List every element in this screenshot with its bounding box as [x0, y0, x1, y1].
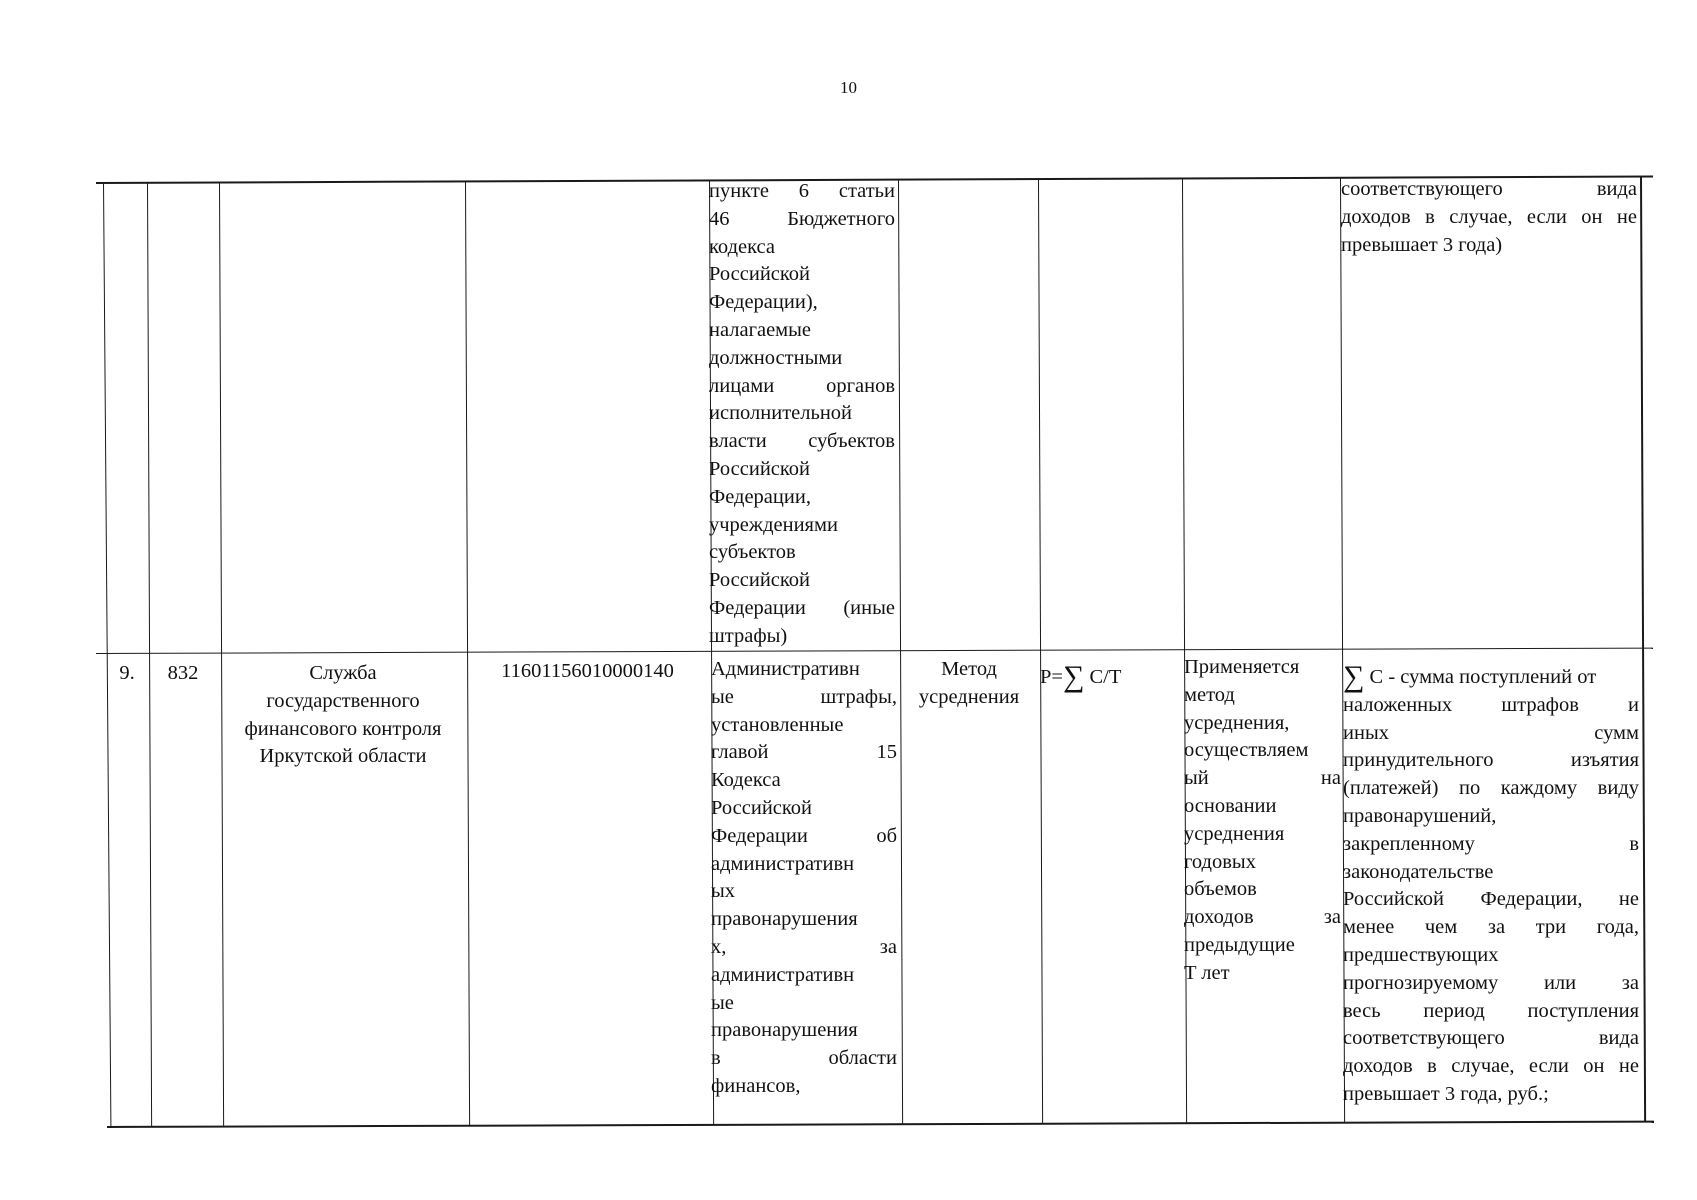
text-line: Российской	[709, 457, 811, 480]
formula-suffix: C/T	[1084, 666, 1122, 688]
text-line: Федерации (иные	[709, 596, 895, 619]
text-line: усреднения	[1184, 822, 1285, 845]
formula-cell	[1040, 660, 1182, 693]
text-line: Применяется	[1184, 656, 1300, 678]
text-line: Российской	[709, 569, 811, 592]
text-line: T лет	[1184, 961, 1230, 984]
text-line: принудительного изъятия	[1343, 749, 1639, 772]
text-line: предыдущие	[1184, 933, 1295, 956]
text-line: ые штрафы,	[711, 685, 897, 708]
text-line: ый на	[1184, 767, 1341, 790]
text-line: (платежей) по каждому виду	[1343, 777, 1639, 800]
continuation-indicator-cell	[709, 178, 895, 651]
text-line: установленные	[711, 713, 844, 736]
col-border-6	[1038, 179, 1043, 1124]
text-line: Метод	[941, 658, 997, 680]
text-line: правонарушения	[711, 1019, 858, 1042]
text-line: Федерации,	[709, 485, 811, 508]
text-line: предшествующих	[1343, 943, 1499, 966]
text-line: Федерации об	[711, 824, 897, 847]
sigma-symbol: ∑	[1062, 660, 1085, 693]
text-line: ые	[711, 991, 734, 1014]
text-line: Административн	[711, 658, 860, 680]
text-line: наложенных штрафов и	[1343, 693, 1639, 716]
col-border-2	[219, 182, 224, 1127]
text-line: исполнительной	[709, 402, 853, 425]
text-line: субъектов	[709, 541, 796, 564]
algorithm-cell	[1184, 654, 1341, 988]
text-line: Российской	[709, 263, 811, 286]
text-line: основании	[1184, 794, 1277, 817]
text-line: главой 15	[711, 741, 897, 764]
text-line: налагаемые	[709, 318, 812, 341]
row-number-cell	[106, 660, 148, 688]
text-line: административн	[711, 852, 855, 875]
text-line: объемов	[1184, 878, 1257, 901]
text-line: соответствующего вида	[1343, 1027, 1639, 1050]
text-line: правонарушения	[711, 908, 858, 931]
text-line: 46 Бюджетного	[709, 207, 895, 230]
text-line: законодательстве	[1343, 860, 1494, 883]
col-border-1	[147, 182, 152, 1127]
text-line: административн	[711, 963, 855, 986]
text-line: ых	[711, 880, 736, 903]
continuation-description-cell	[1341, 176, 1637, 259]
formula-prefix: P=	[1040, 666, 1063, 688]
text-line: усреднения	[918, 685, 1020, 708]
text-line: Иркутской области	[259, 745, 427, 768]
admin-code-cell	[148, 660, 218, 688]
text-line: лицами органов	[709, 374, 895, 397]
text-line	[1343, 660, 1639, 693]
text-line: усреднения,	[1184, 711, 1290, 734]
text-line: в области	[711, 1047, 897, 1070]
text-line: государственного	[266, 689, 420, 712]
col-border-3	[465, 181, 470, 1126]
page-number: 10	[840, 78, 857, 97]
text-line: штрафы)	[709, 624, 788, 647]
indicator-name-cell	[711, 656, 897, 1101]
text-line: осуществляем	[1184, 739, 1309, 762]
text-line: Федерации),	[709, 291, 818, 314]
administrator-name-cell	[220, 660, 466, 771]
text-line: доходов за	[1184, 906, 1341, 929]
row-number: 9.	[119, 662, 135, 684]
text-fragment: C - сумма поступлений от	[1364, 666, 1597, 688]
text-line: годовых	[1184, 850, 1256, 873]
text-line: Российской Федерации, не	[1343, 888, 1639, 911]
text-line: метод	[1184, 683, 1235, 706]
text-line: должностными	[709, 346, 843, 369]
text-line: правонарушений,	[1343, 804, 1497, 827]
text-line: доходов в случае, если он не	[1343, 1055, 1639, 1078]
method-cell	[899, 656, 1039, 712]
text-line: кодекса	[709, 235, 776, 258]
col-border-5	[898, 180, 903, 1125]
text-line: превышает 3 года, руб.;	[1343, 1082, 1549, 1105]
admin-code: 832	[167, 662, 199, 684]
text-line: учреждениями	[709, 513, 838, 536]
kbk-cell	[466, 658, 709, 686]
text-line: иных сумм	[1343, 721, 1639, 744]
text-line: финансового контроля	[244, 717, 442, 740]
text-line: доходов в случае, если он не	[1341, 205, 1637, 228]
text-line: прогнозируемому или за	[1343, 971, 1639, 994]
text-line: финансов,	[711, 1074, 801, 1097]
text-line: пункте 6 статьи	[709, 180, 895, 202]
text-line: соответствующего вида	[1341, 178, 1637, 200]
sigma-symbol: ∑	[1343, 660, 1365, 693]
text-line: превышает 3 года)	[1341, 233, 1503, 256]
text-line: власти субъектов	[709, 430, 895, 453]
text-line: закрепленному в	[1343, 832, 1639, 855]
text-line: менее чем за три года,	[1343, 916, 1639, 939]
text-line: Служба	[309, 662, 377, 684]
text-line: Российской	[711, 796, 813, 819]
table-bottom-border	[107, 1121, 1654, 1128]
text-line: весь период поступления	[1343, 999, 1639, 1022]
text-line: Кодекса	[711, 769, 781, 792]
col-border-0	[103, 182, 112, 1128]
kbk-code: 11601156010000140	[501, 660, 674, 682]
text-line: х, за	[711, 935, 897, 958]
description-cell	[1343, 660, 1639, 1109]
